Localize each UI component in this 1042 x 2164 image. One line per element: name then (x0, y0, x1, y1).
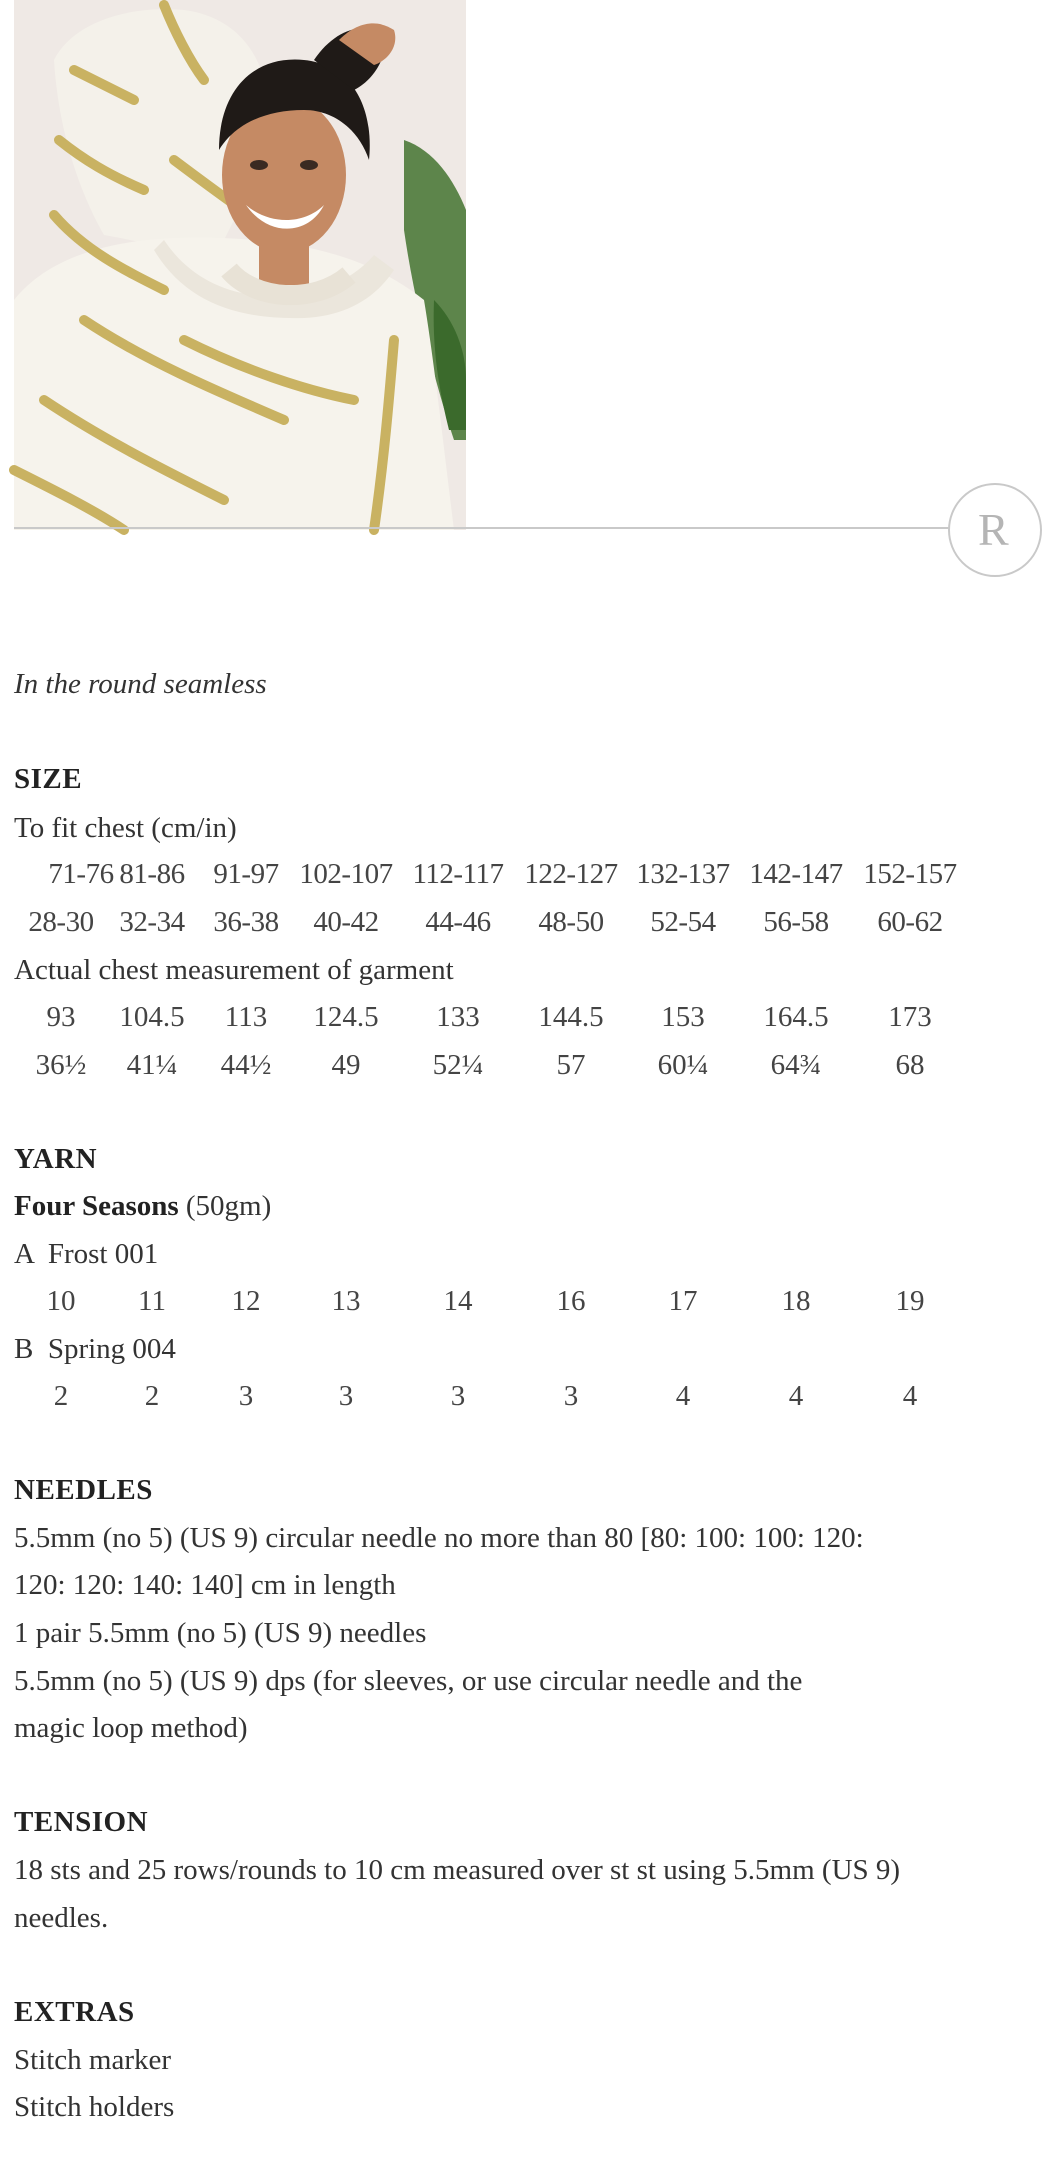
table-cell: 104.5 (119, 1001, 185, 1033)
table-cell: 81-86 (119, 858, 185, 890)
needles-line: magic loop method) (14, 1712, 248, 1744)
table-cell: 113 (224, 1001, 268, 1033)
table-cell: 164.5 (763, 1001, 829, 1033)
table-cell: 36½ (35, 1049, 87, 1081)
table-cell: 122-127 (524, 858, 618, 890)
table-cell: 13 (331, 1285, 361, 1317)
extras-line: Stitch marker (14, 2044, 172, 2076)
table-cell: 57 (556, 1049, 586, 1081)
size-heading: SIZE (14, 763, 83, 795)
table-cell: 18 (781, 1285, 811, 1317)
table-cell: 71-76 (48, 858, 114, 890)
yarn-heading: YARN (14, 1143, 98, 1175)
yarn-color-b-label: B Spring 004 (14, 1333, 176, 1365)
table-cell: 52¼ (432, 1049, 484, 1081)
table-cell: 112-117 (412, 858, 504, 890)
badge-letter: R (978, 504, 1009, 555)
tension-heading: TENSION (14, 1806, 149, 1838)
table-cell: 142-147 (749, 858, 843, 890)
table-cell: 3 (563, 1380, 579, 1412)
table-cell: 4 (902, 1380, 918, 1412)
table-cell: 36-38 (213, 906, 279, 938)
table-cell: 17 (668, 1285, 698, 1317)
table-cell: 40-42 (313, 906, 379, 938)
needles-line: 1 pair 5.5mm (no 5) (US 9) needles (14, 1617, 427, 1649)
table-cell: 16 (556, 1285, 586, 1317)
table-cell: 3 (338, 1380, 354, 1412)
table-cell: 3 (450, 1380, 466, 1412)
yarn-color-a-label: A Frost 001 (14, 1238, 159, 1270)
sweater-model-illustration (14, 0, 466, 530)
needles-heading: NEEDLES (14, 1474, 153, 1506)
table-cell: 14 (443, 1285, 473, 1317)
pattern-subtitle: In the round seamless (14, 668, 267, 700)
table-cell: 173 (888, 1001, 932, 1033)
table-cell: 11 (138, 1285, 166, 1317)
table-cell: 12 (231, 1285, 261, 1317)
table-cell: 64¾ (770, 1049, 822, 1081)
table-cell: 144.5 (538, 1001, 604, 1033)
needles-line: 5.5mm (no 5) (US 9) dps (for sleeves, or use circular needle and the (14, 1665, 803, 1697)
page-badge (948, 483, 1042, 577)
yarn-name-line (14, 1190, 271, 1223)
table-cell: 60-62 (877, 906, 943, 938)
table-cell: 3 (238, 1380, 254, 1412)
table-cell: 49 (331, 1049, 361, 1081)
table-cell: 4 (788, 1380, 804, 1412)
yarn-weight: (50gm) (185, 1190, 272, 1222)
table-cell: 32-34 (119, 906, 185, 938)
needles-line: 5.5mm (no 5) (US 9) circular needle no more than 80 [80: 100: 100: 120: (14, 1522, 864, 1554)
table-cell: 91-97 (213, 858, 279, 890)
table-cell: 44½ (220, 1049, 272, 1081)
fit-chest-label: To fit chest (cm/in) (14, 812, 237, 844)
table-cell: 19 (895, 1285, 925, 1317)
table-cell: 124.5 (313, 1001, 379, 1033)
extras-heading: EXTRAS (14, 1996, 135, 2028)
divider-rule (14, 527, 956, 529)
tension-line: needles. (14, 1902, 109, 1934)
table-cell: 153 (661, 1001, 705, 1033)
table-cell: 10 (46, 1285, 76, 1317)
table-cell: 28-30 (28, 906, 94, 938)
needles-line: 120: 120: 140: 140] cm in length (14, 1569, 396, 1601)
table-cell: 152-157 (863, 858, 957, 890)
extras-line: Stitch holders (14, 2091, 175, 2123)
table-cell: 4 (675, 1380, 691, 1412)
table-cell: 52-54 (650, 906, 716, 938)
table-cell: 41¼ (126, 1049, 178, 1081)
yarn-name: Four Seasons (14, 1190, 179, 1222)
table-cell: 68 (895, 1049, 925, 1081)
table-cell: 2 (53, 1380, 69, 1412)
tension-line: 18 sts and 25 rows/rounds to 10 cm measured over st st using 5.5mm (US 9) (14, 1854, 901, 1886)
actual-chest-label: Actual chest measurement of garment (14, 954, 454, 986)
table-cell: 2 (144, 1380, 160, 1412)
table-cell: 60¼ (657, 1049, 709, 1081)
table-cell: 132-137 (636, 858, 730, 890)
table-cell: 48-50 (538, 906, 604, 938)
table-cell: 93 (46, 1001, 76, 1033)
model-photo (14, 0, 466, 530)
table-cell: 44-46 (425, 906, 491, 938)
table-cell: 133 (436, 1001, 480, 1033)
table-cell: 102-107 (299, 858, 393, 890)
table-cell: 56-58 (763, 906, 829, 938)
